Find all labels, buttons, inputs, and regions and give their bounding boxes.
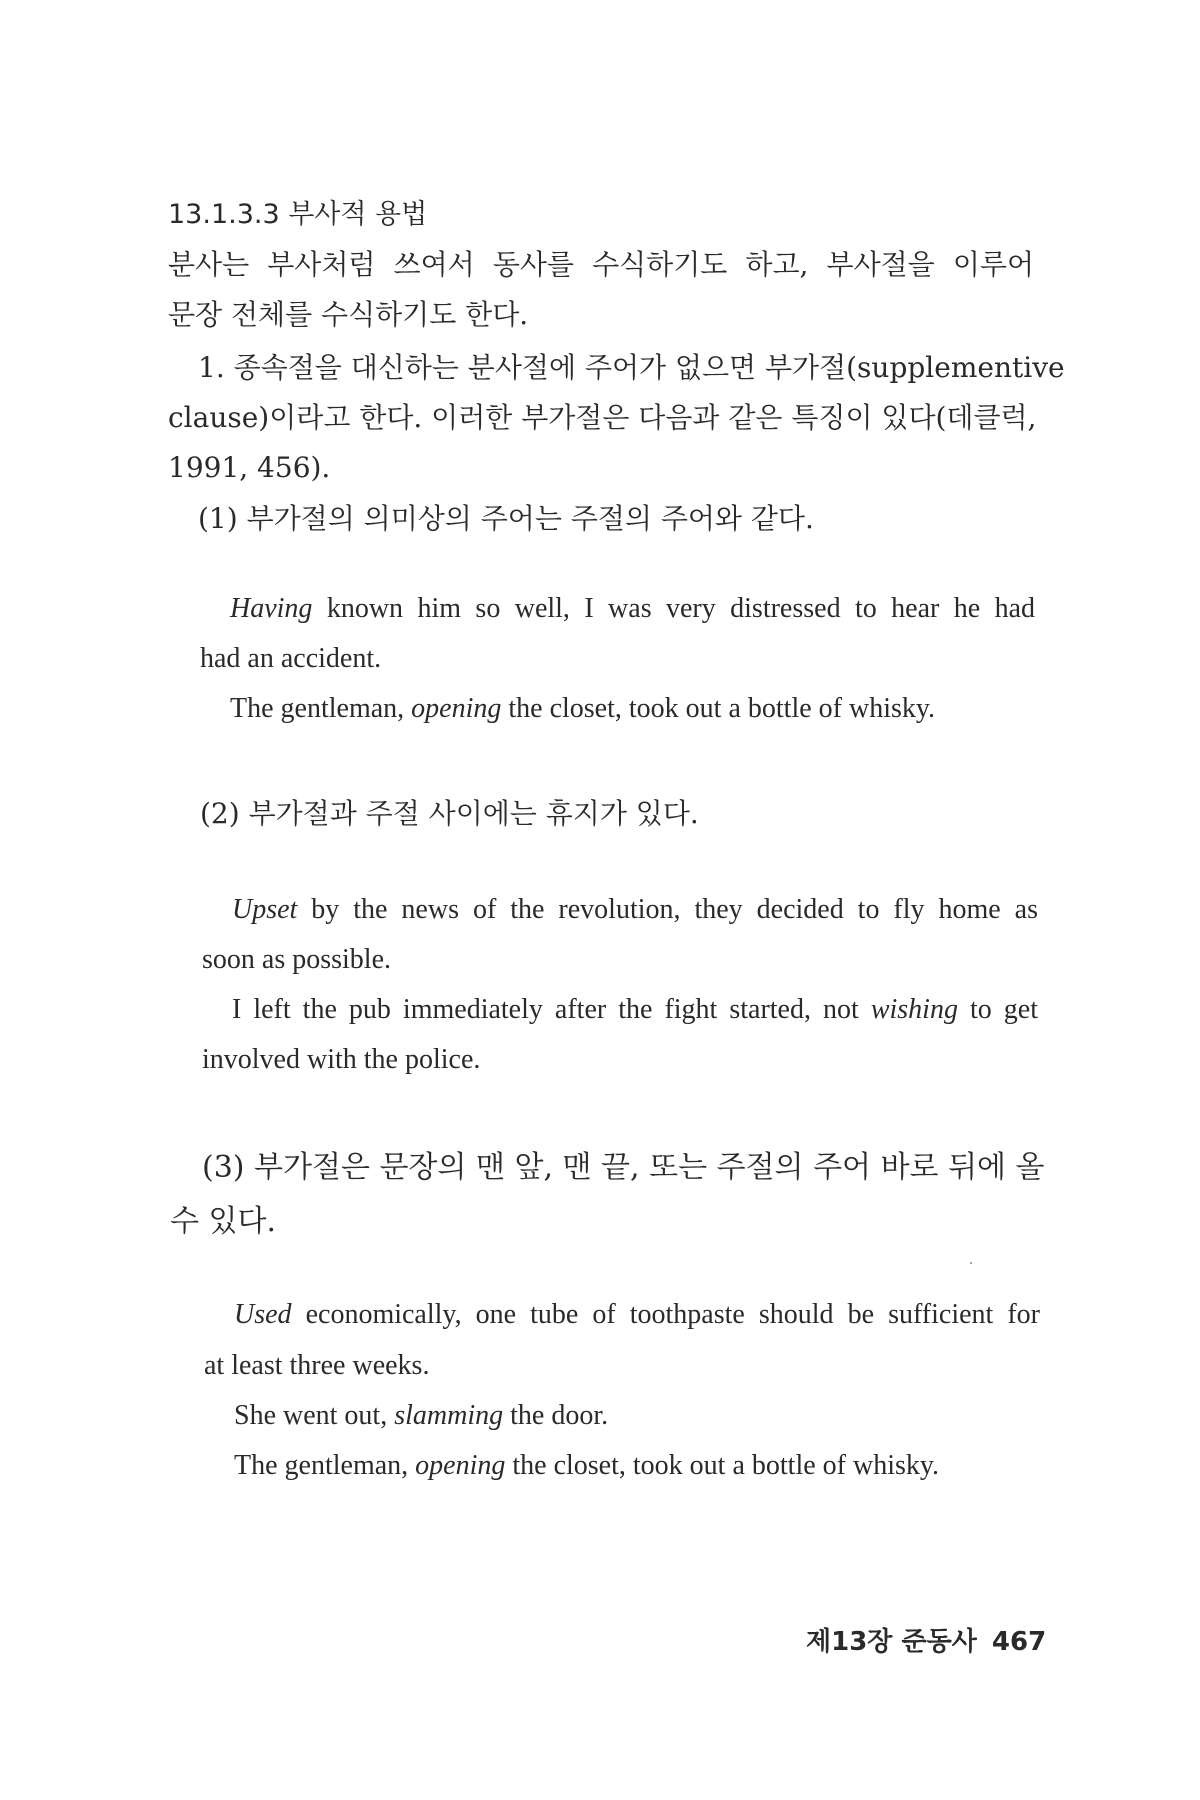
feature2-example-1-line-1 <box>232 892 1038 928</box>
feature3-title-line-2: 수 있다. <box>170 1204 277 1239</box>
point1-line-2: clause)이라고 한다. 이러한 부가절은 다음과 같은 특징이 있다(데클럭, <box>168 401 1037 434</box>
feature3-example-2-post: the door. <box>503 1400 609 1431</box>
feature3-title-line-1: (3) 부가절은 문장의 맨 앞, 맨 끝, 또는 주절의 주어 바로 뒤에 올 <box>202 1150 1045 1185</box>
feature3-example-3-post: the closet, took out a bottle of whisky. <box>505 1450 940 1481</box>
feature1-example-2-pre: The gentleman, <box>230 693 412 724</box>
feature3-example-2-italic: slamming <box>394 1400 504 1431</box>
feature2-example-2-italic: wishing <box>870 994 958 1025</box>
feature2-example-1-rest: by the news of the revolution, they decided to fly home as <box>297 894 1038 925</box>
point1-line-1: 1. 종속절을 대신하는 분사절에 주어가 없으면 부가절(supplementive <box>198 351 1065 384</box>
feature1-example-1-line-1 <box>230 591 1035 627</box>
feature3-example-1-italic: Used <box>234 1299 292 1330</box>
feature3-example-3 <box>234 1448 939 1484</box>
point1-line-3: 1991, 456). <box>168 451 331 484</box>
feature2-example-2-line-1 <box>232 992 1038 1028</box>
feature1-example-1-italic: Having <box>230 593 313 624</box>
feature3-example-1-line-1 <box>234 1297 1040 1333</box>
feature2-example-1-italic: Upset <box>232 894 298 925</box>
feature2-title: (2) 부가절과 주절 사이에는 휴지가 있다. <box>200 797 699 830</box>
feature1-example-2 <box>230 691 935 727</box>
footer-page-number: 467 <box>991 1627 1047 1657</box>
feature1-example-2-post: the closet, took out a bottle of whisky. <box>501 693 936 724</box>
feature1-example-2-italic: opening <box>411 693 502 724</box>
feature1-example-1-rest: known him so well, I was very distressed to hear he had <box>312 593 1035 624</box>
footer-chapter: 제13장 준동사 <box>806 1627 977 1657</box>
section-heading: 13.1.3.3 부사적 용법 <box>168 199 428 230</box>
feature2-example-2-post: to get <box>957 994 1038 1025</box>
page-footer <box>806 1621 1046 1658</box>
feature1-title: (1) 부가절의 의미상의 주어는 주절의 주어와 같다. <box>198 502 814 535</box>
feature3-example-2-pre: She went out, <box>234 1400 395 1431</box>
feature3-example-3-italic: opening <box>415 1450 506 1481</box>
feature2-example-1-line-2: soon as possible. <box>202 944 391 975</box>
feature3-example-3-pre: The gentleman, <box>234 1450 416 1481</box>
scan-speck <box>970 1262 972 1264</box>
intro-line-1: 분사는 부사처럼 쓰여서 동사를 수식하기도 하고, 부사절을 이루어 <box>168 248 1034 281</box>
feature2-example-2-line-2: involved with the police. <box>202 1044 481 1075</box>
intro-line-2: 문장 전체를 수식하기도 한다. <box>168 298 529 331</box>
feature3-example-1-line-2: at least three weeks. <box>204 1350 430 1381</box>
feature1-example-1-line-2: had an accident. <box>200 643 382 674</box>
feature2-example-2-pre: I left the pub immediately after the fight started, not <box>232 994 871 1025</box>
feature3-example-2 <box>234 1398 608 1434</box>
feature3-example-1-rest: economically, one tube of toothpaste should be sufficient for <box>291 1299 1040 1330</box>
